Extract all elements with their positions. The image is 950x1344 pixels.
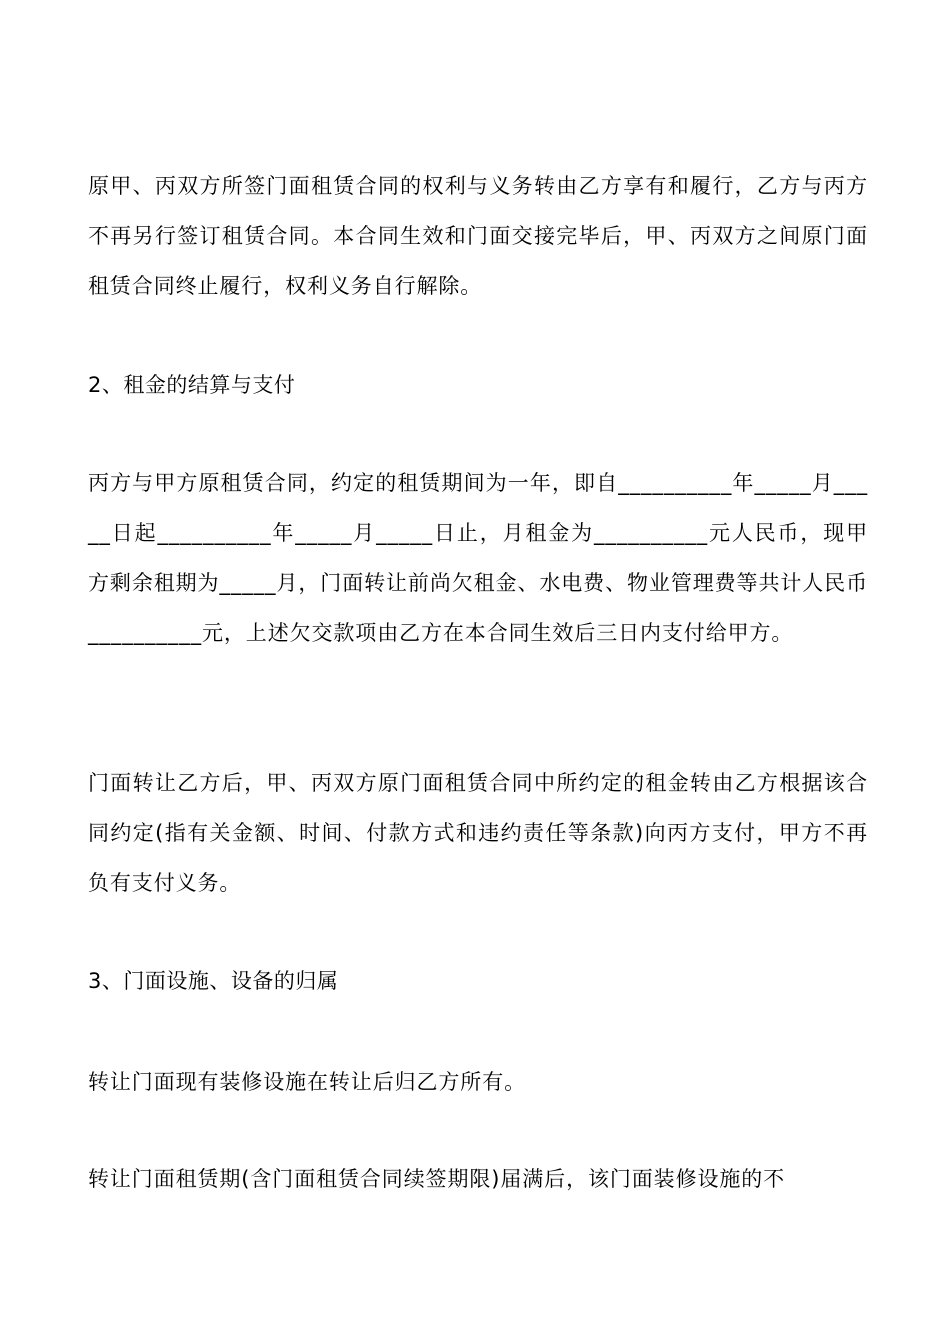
section-heading-rent-settlement: 2、租金的结算与支付 xyxy=(88,373,296,397)
paragraph-lease-expiry: 转让门面租赁期(含门面租赁合同续签期限)届满后，该门面装修设施的不 xyxy=(88,1167,786,1191)
paragraph-rent-payment-transfer: 门面转让乙方后，甲、丙双方原门面租赁合同中所约定的租金转由乙方根据该合同约定(指有关金额、时间、付款方式和违约责任等条款)向丙方支付，甲方不再负有支付义务。 xyxy=(88,771,868,895)
paragraph-decoration-ownership: 转让门面现有装修设施在转让后归乙方所有。 xyxy=(88,1070,526,1094)
paragraph-rent-terms: 丙方与甲方原租赁合同，约定的租赁期间为一年，即自__________年_____月_____日起__________年_____月_____日止，月租金为__________元人民币，现甲方剩余租期为_____月，门面转让前尚欠租金、水电费、物业管理费等共计人民币__________元，上述欠交款项由乙方在本合同生效后三日内支付给甲方。 xyxy=(88,471,868,645)
section-heading-facilities-ownership: 3、门面设施、设备的归属 xyxy=(88,969,339,993)
paragraph-rights-transfer: 原甲、丙双方所签门面租赁合同的权利与义务转由乙方享有和履行，乙方与丙方不再另行签订租赁合同。本合同生效和门面交接完毕后，甲、丙双方之间原门面租赁合同终止履行，权利义务自行解除。 xyxy=(88,174,868,298)
